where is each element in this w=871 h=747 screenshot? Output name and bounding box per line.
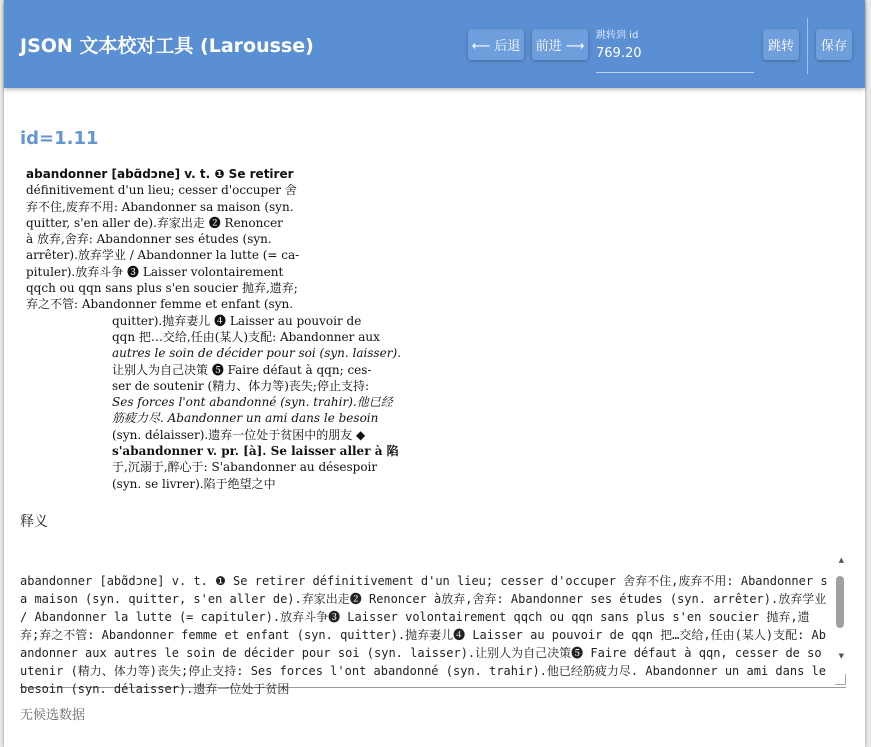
- app-window: [4, 0, 865, 747]
- scan-line: 弃不住,废弃不用: Abandonner sa maison (syn.: [26, 199, 294, 214]
- textarea-scrollbar[interactable]: [834, 556, 846, 662]
- app-bar: [4, 0, 865, 88]
- record-id: id=1.11: [20, 128, 99, 149]
- scan-line: qqn 把…交给,任由(某人)支配: Abandonner aux: [112, 329, 380, 344]
- jump-to-id-field[interactable]: [596, 26, 754, 73]
- scan-line: (syn. délaisser).遗弃一位处于贫困中的朋友 ◆: [112, 427, 366, 442]
- scan-line: qqch ou qqn sans plus s'en soucier 抛弃,遗弃;: [26, 281, 298, 296]
- jump-to-id-input[interactable]: 769.20: [596, 46, 642, 61]
- scan-line: arrêter).放弃学业 / Abandonner la lutte (= ca-: [26, 248, 300, 263]
- scan-line: (syn. se livrer).陷于绝望之中: [112, 476, 276, 491]
- scan-line: pituler).放弃斗争 ❸ Laisser volontairement: [26, 264, 284, 279]
- scan-line: 筋疲力尽. Abandonner un ami dans le besoin: [112, 411, 379, 426]
- scroll-down-icon[interactable]: ▼: [838, 652, 844, 660]
- back-button[interactable]: ⟵ 后退: [468, 29, 524, 60]
- forward-button[interactable]: 前进 ⟶: [532, 29, 588, 60]
- scan-line: quitter, s'en aller de).弃家出走 ❷ Renoncer: [26, 215, 283, 230]
- definition-text[interactable]: abandonner [abɑ̃dɔne] v. t. ❶ Se retirer définitivement d'un lieu; cesser d'occuper 舍弃不住,废弃不用: Abandonner sa maison (syn. quitter, s'en aller de).弃家出走❷ Renoncer à放弃,舍弃: Abandonner ses études (syn. arrêter).放弃学业 / Abandonner la lutte (= capituler).放弃斗争❸ Laisser volontairement qqch ou qqn sans plus s'en soucier 抛弃,遗弃;弃之不管: Abandonner femme et enfant (syn. quitter).抛弃妻儿❹ Laisser au pouvoir de qqn 把…交给,任由(某人)支配: Abandonner aux autres le soin de décider pour soi (syn. laisser).让别人为自己决策❺ Faire défaut à qqn, cesser de soutenir (精力、体力等)丧失;停止支持: Ses forces l'ont abandonné (syn. trahir).他已经筋疲力尽. Abandonner un ami dans le besoin (syn. délaisser).遗弃一位处于贫困: [20, 574, 834, 696]
- dictionary-scan-image: [26, 166, 418, 494]
- jump-to-id-label: 跳转到 id: [596, 30, 639, 41]
- scan-line: 让别人为自己决策 ❺ Faire défaut à qqn; ces-: [112, 362, 372, 377]
- main-content: [4, 88, 865, 747]
- candidates-empty-message: 无候选数据: [20, 708, 86, 723]
- scan-line: abandonner [abɑ̃dɔne] v. t. ❶ Se retirer: [26, 167, 294, 181]
- app-title: JSON 文本校对工具 (Larousse): [20, 34, 314, 57]
- resize-handle-icon[interactable]: [835, 674, 846, 685]
- toolbar-divider: [807, 18, 808, 74]
- definition-textarea[interactable]: [20, 550, 846, 696]
- scan-line: autres le soin de décider pour soi (syn. laisser).: [112, 346, 401, 361]
- scroll-thumb[interactable]: [836, 576, 844, 628]
- scan-line: s'abandonner v. pr. [à]. Se laisser aller à 陷: [112, 444, 399, 459]
- scroll-up-icon[interactable]: ▲: [838, 556, 844, 564]
- jump-button[interactable]: 跳转: [763, 29, 799, 60]
- scan-line: 于,沉溺于,醉心于: S'abandonner au désespoir: [112, 460, 378, 475]
- save-button[interactable]: 保存: [816, 29, 852, 60]
- scan-line: 弃之不管: Abandonner femme et enfant (syn.: [26, 297, 294, 312]
- scan-line: Ses forces l'ont abandonné (syn. trahir).他已经: [112, 395, 393, 410]
- definition-label: 释义: [20, 514, 48, 530]
- scan-line: à 放弃,舍弃: Abandonner ses études (syn.: [26, 232, 272, 247]
- scan-line: définitivement d'un lieu; cesser d'occuper 舍: [26, 183, 297, 198]
- scan-line: quitter).抛弃妻儿 ❹ Laisser au pouvoir de: [112, 313, 362, 328]
- scan-line: ser de soutenir (精力、体力等)丧失;停止支持:: [112, 378, 370, 393]
